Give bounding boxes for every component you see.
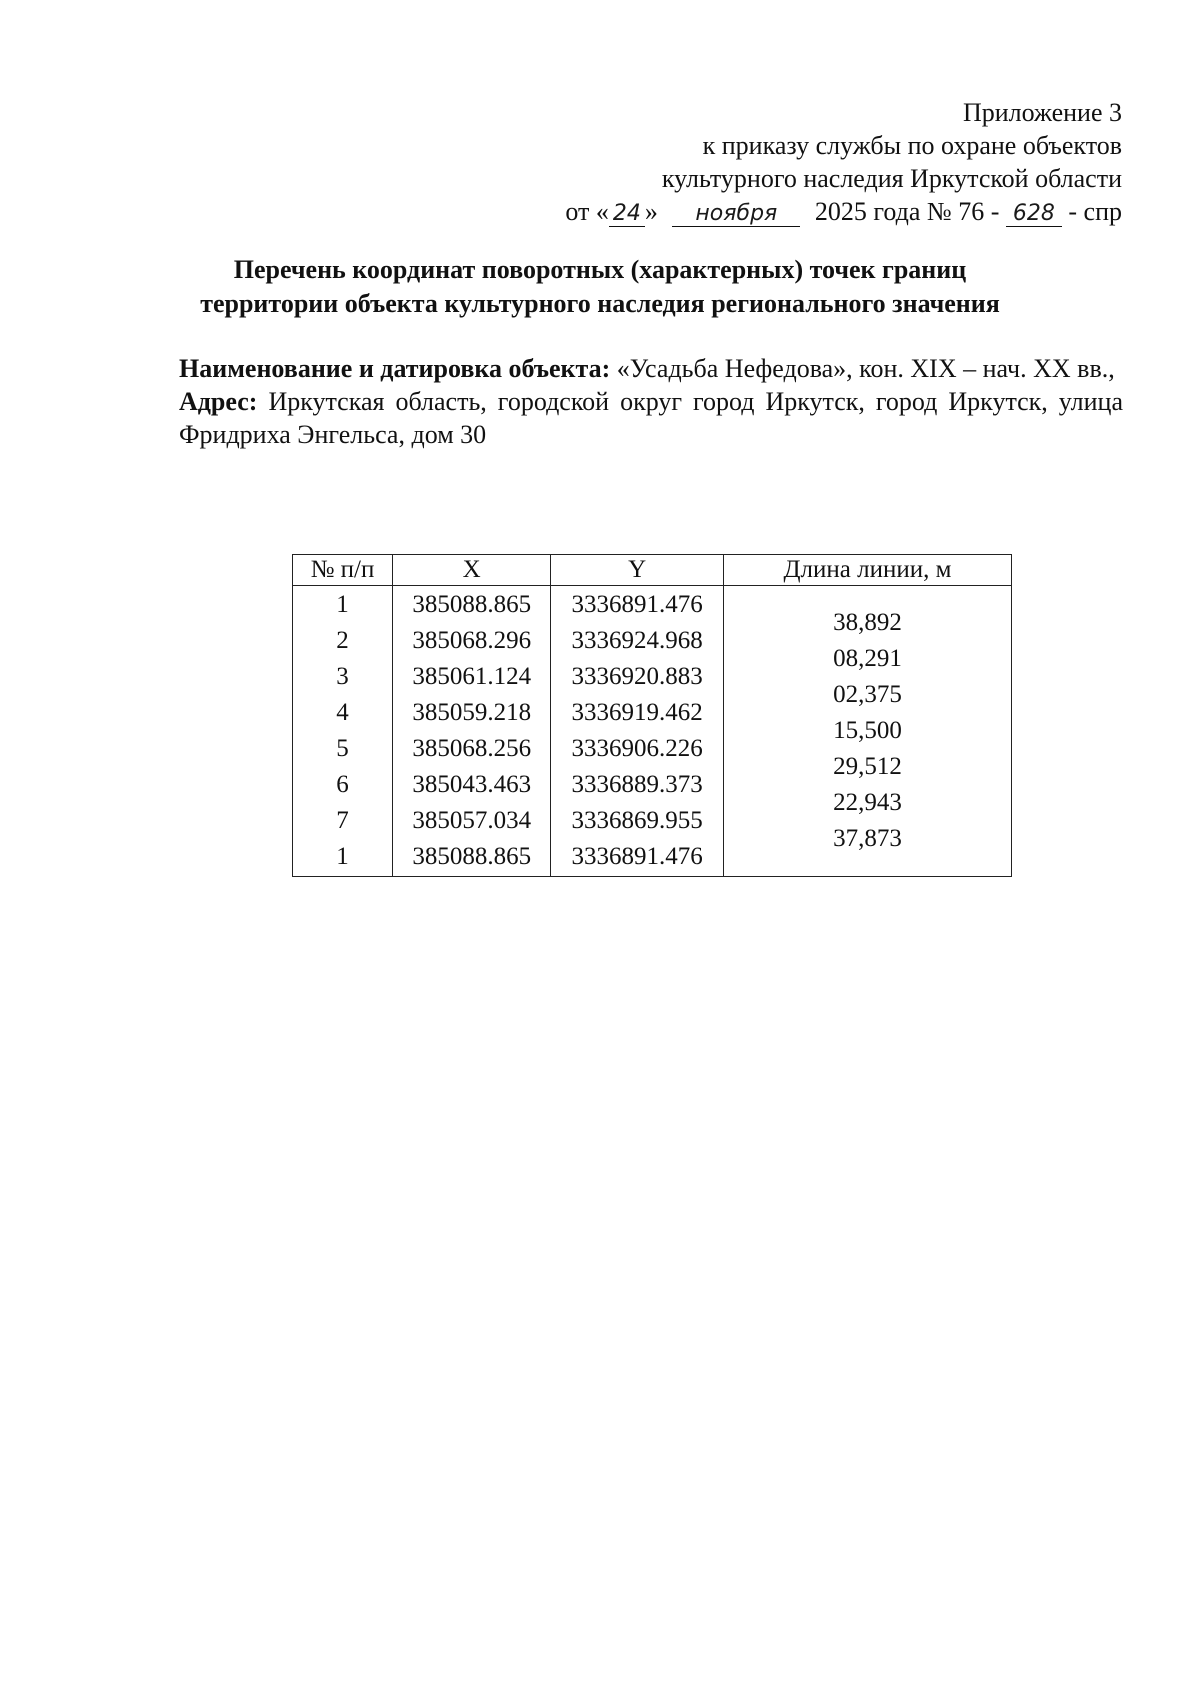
object-address-paragraph xyxy=(179,385,1123,451)
point-y: 3336924.968 xyxy=(571,627,703,654)
point-x: 385088.865 xyxy=(412,591,532,618)
coordinates-table xyxy=(292,554,1012,877)
segment-length: 38,892 xyxy=(833,609,902,636)
table-header-row xyxy=(293,555,1012,586)
point-x: 385057.034 xyxy=(412,807,532,834)
point-y: 3336891.476 xyxy=(571,591,703,618)
point-y: 3336906.226 xyxy=(571,735,703,762)
table-body-row xyxy=(293,586,1012,877)
object-address-value: Иркутская область, городской округ город Иркутск, город Иркутск, улица Фридриха Энгельса, дом 30 xyxy=(179,387,1123,449)
object-name-value: «Усадьба Нефедова», кон. XIX – нач. XX вв., xyxy=(616,354,1115,383)
point-y: 3336919.462 xyxy=(571,699,703,726)
num-column xyxy=(293,586,393,877)
date-close-quote: » xyxy=(644,197,658,226)
point-x: 385068.296 xyxy=(412,627,532,654)
point-x: 385061.124 xyxy=(412,663,532,690)
point-y: 3336869.955 xyxy=(571,807,703,834)
object-name-paragraph xyxy=(179,352,1123,385)
date-prefix: от « xyxy=(565,197,609,226)
point-num: 1 xyxy=(336,591,349,618)
point-x: 385043.463 xyxy=(412,771,532,798)
document-title xyxy=(150,253,1050,321)
handwritten-month: ноября xyxy=(672,202,800,227)
point-y: 3336891.476 xyxy=(571,843,703,870)
point-x: 385068.256 xyxy=(412,735,532,762)
header-x: X xyxy=(392,555,550,586)
appendix-authority: культурного наследия Иркутской области xyxy=(661,164,1122,193)
order-suffix: - спр xyxy=(1068,197,1122,226)
appendix-order-ref: к приказу службы по охране объектов xyxy=(702,131,1122,160)
length-column xyxy=(723,586,1011,877)
object-info xyxy=(179,352,1123,451)
segment-length: 37,873 xyxy=(833,825,902,852)
segment-length: 08,291 xyxy=(833,645,902,672)
x-column xyxy=(392,586,550,877)
title-line-2: территории объекта культурного наследия регионального значения xyxy=(200,289,1000,318)
header-y: Y xyxy=(551,555,723,586)
segment-length: 22,943 xyxy=(833,789,902,816)
point-x: 385059.218 xyxy=(412,699,532,726)
segment-length: 15,500 xyxy=(833,717,902,744)
handwritten-order-number: 628 xyxy=(1006,202,1062,227)
point-num: 5 xyxy=(336,735,349,762)
point-num: 3 xyxy=(336,663,349,690)
point-y: 3336920.883 xyxy=(571,663,703,690)
appendix-number: Приложение 3 xyxy=(962,98,1122,127)
point-num: 4 xyxy=(336,699,349,726)
segment-length: 02,375 xyxy=(833,681,902,708)
point-num: 1 xyxy=(336,843,349,870)
title-line-1: Перечень координат поворотных (характерных) точек границ xyxy=(233,255,967,284)
date-year-number: 2025 года № 76 - xyxy=(814,197,1000,226)
header-num: № п/п xyxy=(293,555,393,586)
point-num: 2 xyxy=(336,627,349,654)
order-date-line xyxy=(422,195,1122,228)
point-y: 3336889.373 xyxy=(571,771,703,798)
y-column xyxy=(551,586,723,877)
object-name-label: Наименование и датировка объекта: xyxy=(179,354,611,383)
point-num: 6 xyxy=(336,771,349,798)
handwritten-day: 24 xyxy=(609,202,645,227)
appendix-header xyxy=(422,96,1122,228)
object-address-label: Адрес: xyxy=(179,387,258,416)
header-length: Длина линии, м xyxy=(723,555,1011,586)
point-num: 7 xyxy=(336,807,349,834)
point-x: 385088.865 xyxy=(412,843,532,870)
segment-length: 29,512 xyxy=(833,753,902,780)
